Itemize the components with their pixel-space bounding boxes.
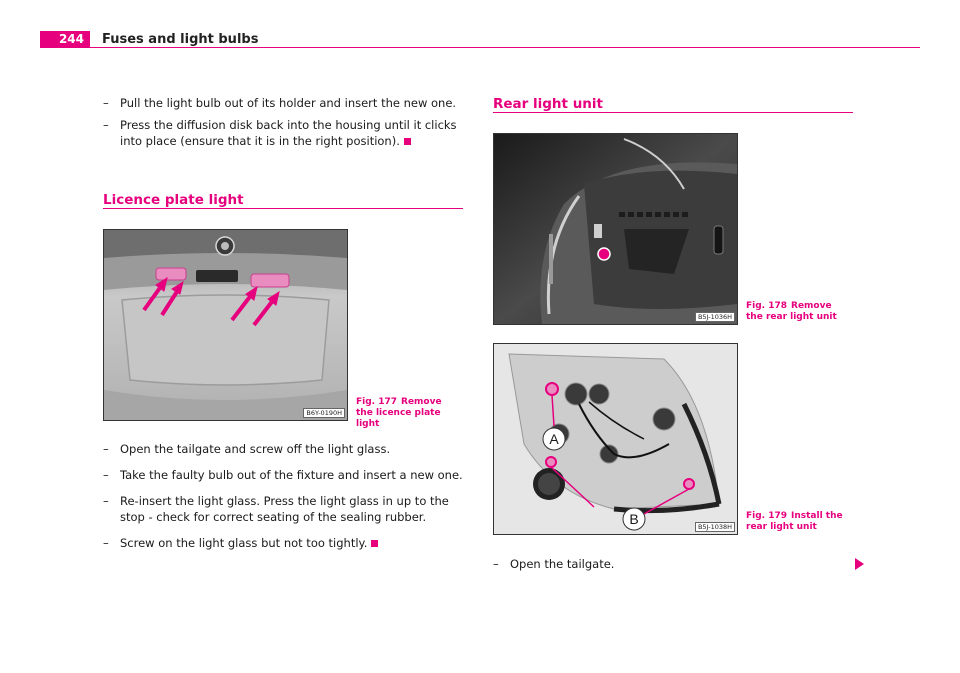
end-square-icon	[371, 540, 378, 547]
rear-step-1: – Open the tailgate.	[493, 557, 615, 571]
rear-steps	[493, 556, 833, 572]
figure-177-licence-plate-light	[103, 229, 348, 421]
rear-light-section-title: Rear light unit	[493, 96, 604, 112]
intro-step-1: – Pull the light bulb out of its holder and insert the new one.	[103, 96, 457, 110]
licence-section-rule	[103, 208, 463, 209]
licence-step-4: – Screw on the light glass but not too tightly.	[103, 535, 463, 551]
figure-code: B5J-1038H	[695, 522, 735, 532]
header-rule	[40, 47, 920, 48]
licence-step-3: – Re-insert the light glass. Press the light glass in up to the stop - check for correct seating of the sealing rubber.	[103, 494, 449, 524]
licence-plate-illustration	[104, 230, 347, 420]
intro-steps	[103, 95, 463, 149]
label-a: A	[549, 431, 559, 447]
page-number: 244	[40, 31, 90, 48]
figure-179-install-rear-light	[493, 343, 738, 535]
next-page-arrow-icon	[855, 558, 864, 570]
figure-178-remove-rear-light	[493, 133, 738, 325]
intro-step-2: – Press the diffusion disk back into the housing until it clicks into place (ensure that it is in the right position).	[103, 118, 457, 148]
rear-section-rule	[493, 112, 853, 113]
figure-177-caption: Fig. 177 Remove the licence plate light	[356, 397, 442, 429]
licence-plate-section-title: Licence plate light	[103, 192, 244, 208]
licence-step-1: – Open the tailgate and screw off the light glass.	[103, 442, 391, 456]
figure-code: B5J-1036H	[695, 312, 735, 322]
licence-steps	[103, 441, 463, 551]
header-title: Fuses and light bulbs	[102, 32, 259, 47]
rear-light-bulb-holder-illustration	[494, 344, 737, 534]
end-square-icon	[404, 138, 411, 145]
figure-179-caption: Fig. 179 Install the rear light unit	[746, 511, 843, 532]
rear-light-cavity-illustration	[494, 134, 737, 324]
figure-code: B6Y-0190H	[303, 408, 345, 418]
figure-178-caption: Fig. 178 Remove the rear light unit	[746, 301, 837, 322]
label-b: B	[629, 511, 639, 527]
licence-step-2: – Take the faulty bulb out of the fixture and insert a new one.	[103, 468, 463, 482]
